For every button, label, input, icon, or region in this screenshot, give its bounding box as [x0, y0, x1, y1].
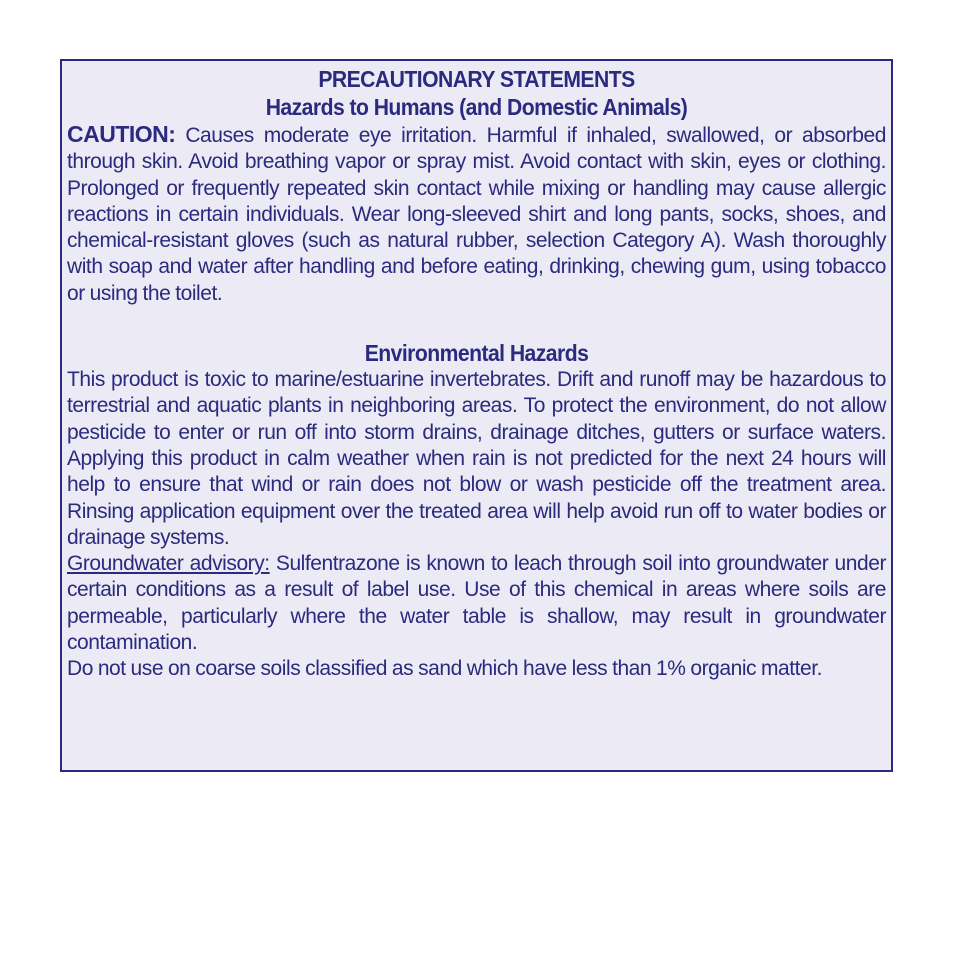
groundwater-advisory-text: Sulfentrazone is known to leach through soil into groundwater under certain conditions as a result of label use. Use of this chemical in areas where soils are permeable, particularly where the water table is shallow, may result in groundwater contamination. [67, 552, 887, 655]
caution-text: Causes moderate eye irritation. Harmful if inhaled, swallowed, or absorbed through skin. Avoid breathing vapor or spray mist. Avoid contact with skin, eyes or clothing. Prolonged or frequently repeated skin contact while mixing or handling may cause allergic reactions in certain individuals. Wear long-sleeved shirt and long pants, socks, shoes, and chemical-resistant gloves (such as natural rubber, selection Category A). Wash thoroughly with soap and water after handling and before eating, drinking, chewing gum, using tobacco or using the toilet. [67, 124, 886, 305]
caution-label: CAUTION: [67, 121, 176, 147]
environmental-hazards-heading: Environmental Hazards [364, 340, 589, 367]
precautionary-statements-box [60, 59, 893, 772]
hazards-to-humans-heading: Hazards to Humans (and Domestic Animals) [265, 94, 688, 120]
statements-content [67, 61, 886, 683]
environmental-paragraph: This product is toxic to marine/estuarine invertebrates. Drift and runoff may be hazardous to terrestrial and aquatic plants in neighboring areas. To protect the environment, do not allow pesticide to enter or run off into storm drains, drainage ditches, gutters or surface waters. Applying this product in calm weather when rain is not predicted for the next 24 hours will help to ensure that wind or rain does not blow or wash pesticide off the treatment area. Rinsing application equipment over the treated area will help avoid run off to water bodies or drainage systems. [67, 368, 886, 549]
groundwater-paragraph [67, 551, 886, 656]
caution-paragraph [67, 121, 886, 307]
page-title: PRECAUTIONARY STATEMENTS [318, 66, 635, 92]
coarse-soils-paragraph: Do not use on coarse soils classified as sand which have less than 1% organic matter. [67, 657, 823, 681]
groundwater-advisory-label: Groundwater advisory: [67, 552, 270, 576]
